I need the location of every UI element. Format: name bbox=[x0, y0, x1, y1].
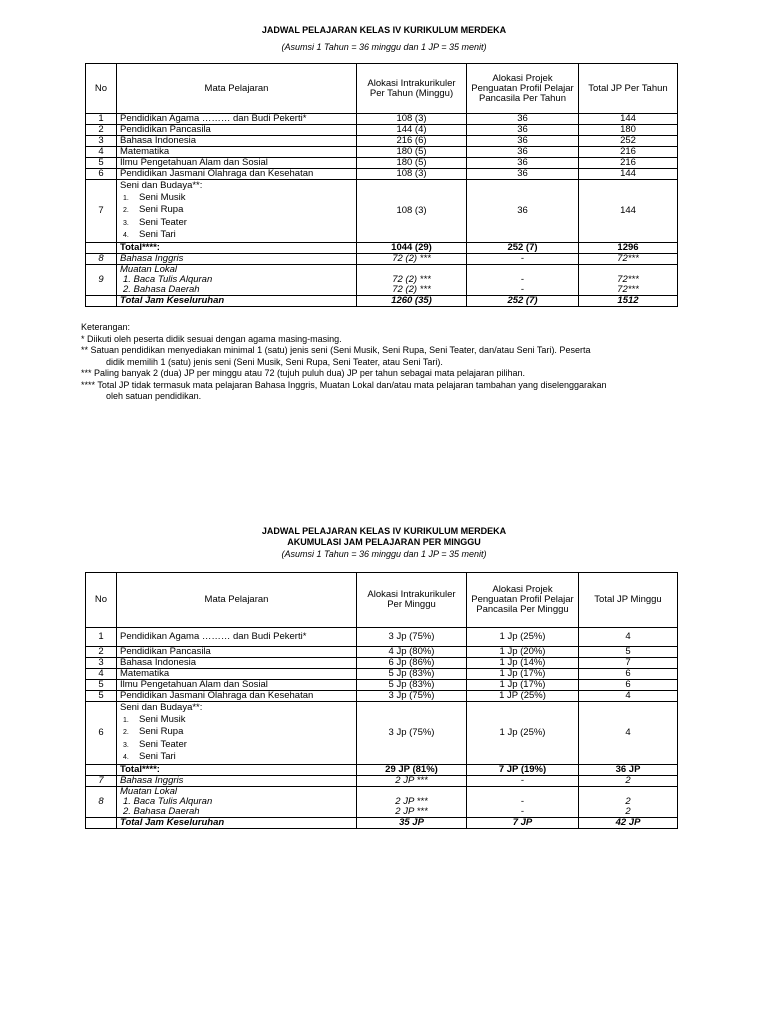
grand-intra: 1260 (35) bbox=[357, 295, 467, 306]
header-row bbox=[86, 573, 678, 628]
mulok-label: Muatan Lokal bbox=[120, 263, 178, 275]
grand-intra: 35 JP bbox=[357, 817, 467, 828]
cell-intra: 3 Jp (75%) bbox=[357, 702, 467, 765]
cell-mapel: Bahasa Indonesia bbox=[117, 136, 357, 147]
table-row-inggris bbox=[86, 253, 678, 264]
subtotal-intra: 1044 (29) bbox=[357, 242, 467, 253]
cell-total: 252 bbox=[579, 136, 678, 147]
table1-subtitle: (Asumsi 1 Tahun = 36 minggu dan 1 JP = 35 menit) bbox=[281, 42, 487, 52]
cell-no: 2 bbox=[86, 647, 117, 658]
cell-no: 4 bbox=[86, 147, 117, 158]
mulok-item: 2. Bahasa Daerah bbox=[123, 283, 200, 295]
mulok-item: 2. Bahasa Daerah bbox=[123, 805, 200, 817]
table-row-seni bbox=[86, 180, 678, 243]
cell-total: 144 bbox=[579, 114, 678, 125]
cell-intra: 108 (3) bbox=[357, 180, 467, 243]
table-row bbox=[86, 628, 678, 647]
header-no: No bbox=[86, 64, 117, 114]
cell-no: 3 bbox=[86, 658, 117, 669]
mulok-projek: - bbox=[520, 283, 525, 295]
subtotal-projek: 7 JP (19%) bbox=[467, 764, 579, 775]
cell-total: 6 bbox=[579, 669, 678, 680]
cell-intra: 180 (5) bbox=[357, 147, 467, 158]
table-row bbox=[86, 147, 678, 158]
subtotal-row bbox=[86, 764, 678, 775]
note-2: ** Satuan pendidikan menyediakan minimal 1 (satu) jenis seni (Seni Musik, Seni Rupa, Seni Teater, dan/atau Seni Tari). Peserta bbox=[81, 345, 591, 355]
cell-total: 180 bbox=[579, 125, 678, 136]
note-4: **** Total JP tidak termasuk mata pelajaran Bahasa Inggris, Muatan Lokal dan/atau mata pelajaran tambahan yang diselenggarakan bbox=[81, 379, 607, 390]
cell-total bbox=[579, 264, 678, 295]
cell-total bbox=[579, 786, 678, 817]
cell-projek: 36 bbox=[467, 147, 579, 158]
cell-mapel: Pendidikan Agama ……… dan Budi Pekerti* bbox=[117, 114, 357, 125]
cell-mapel: Ilmu Pengetahuan Alam dan Sosial bbox=[117, 680, 357, 691]
cell-mapel: Pendidikan Jasmani Olahraga dan Kesehatan bbox=[117, 691, 357, 702]
seni-item: Seni Tari bbox=[139, 229, 176, 240]
mulok-projek: - bbox=[520, 795, 525, 807]
table2-title-2: AKUMULASI JAM PELAJARAN PER MINGGU bbox=[287, 537, 481, 547]
cell-no: 4 bbox=[86, 669, 117, 680]
cell-mapel: Matematika bbox=[117, 147, 357, 158]
table-row-mulok bbox=[86, 264, 678, 295]
table-row-mulok bbox=[86, 786, 678, 817]
cell-no: 7 bbox=[86, 775, 117, 786]
cell-no: 2 bbox=[86, 125, 117, 136]
note-2-cont: didik memilih 1 (satu) jenis seni (Seni Musik, Seni Rupa, Seni Teater, atau Seni Tari). bbox=[106, 356, 443, 367]
cell-projek: 1 Jp (17%) bbox=[467, 680, 579, 691]
note-3: *** Paling banyak 2 (dua) JP per minggu atau 72 (tujuh puluh dua) JP per tahun sebagai mata pelajaran pilihan. bbox=[81, 368, 525, 378]
cell-total: 72*** bbox=[579, 253, 678, 264]
cell-no: 1 bbox=[86, 114, 117, 125]
cell-intra: 108 (3) bbox=[357, 114, 467, 125]
cell-intra: 216 (6) bbox=[357, 136, 467, 147]
cell-projek bbox=[467, 264, 579, 295]
cell-mulok bbox=[117, 264, 357, 295]
cell-total: 216 bbox=[579, 158, 678, 169]
grand-total: 1512 bbox=[579, 295, 678, 306]
cell-projek: 1 Jp (14%) bbox=[467, 658, 579, 669]
cell-projek bbox=[467, 786, 579, 817]
mulok-total: 2 bbox=[625, 805, 631, 817]
cell-intra: 180 (5) bbox=[357, 158, 467, 169]
cell-projek: 36 bbox=[467, 180, 579, 243]
table-row bbox=[86, 125, 678, 136]
seni-item: Seni Teater bbox=[139, 738, 187, 750]
mulok-projek: - bbox=[520, 805, 525, 817]
cell-seni: Seni dan Budaya**: 1. Seni Musik 2. Seni Rupa 3. Seni Teater 4. Seni Tari bbox=[117, 702, 357, 765]
cell-intra: 5 Jp (83%) bbox=[357, 680, 467, 691]
table-row bbox=[86, 158, 678, 169]
cell-projek: 36 bbox=[467, 158, 579, 169]
table-row bbox=[86, 691, 678, 702]
cell-projek: 1 Jp (25%) bbox=[467, 628, 579, 647]
subtotal-projek: 252 (7) bbox=[467, 242, 579, 253]
cell-no: 5 bbox=[86, 158, 117, 169]
cell-mapel: Pendidikan Jasmani Olahraga dan Kesehatan bbox=[117, 169, 357, 180]
mulok-intra: 72 (2) *** bbox=[392, 273, 431, 285]
cell-mapel: Matematika bbox=[117, 669, 357, 680]
grand-label: Total Jam Keseluruhan bbox=[117, 295, 357, 306]
cell-intra: 144 (4) bbox=[357, 125, 467, 136]
mulok-intra: 72 (2) *** bbox=[392, 283, 431, 295]
header-mapel: Mata Pelajaran bbox=[117, 64, 357, 114]
note-1: * Diikuti oleh peserta didik sesuai dengan agama masing-masing. bbox=[81, 333, 342, 344]
notes-heading: Keterangan: bbox=[81, 322, 131, 332]
table-row bbox=[86, 114, 678, 125]
schedule-table-weekly bbox=[85, 572, 678, 829]
note-4-cont: oleh satuan pendidikan. bbox=[106, 391, 202, 401]
seni-item: Seni Teater bbox=[139, 216, 187, 228]
cell-intra bbox=[357, 786, 467, 817]
cell-no: 9 bbox=[86, 264, 117, 295]
seni-label: Seni dan Budaya**: bbox=[120, 702, 203, 713]
cell-intra: 72 (2) *** bbox=[357, 253, 467, 264]
cell-no: 8 bbox=[86, 786, 117, 817]
cell-projek: 1 JP (25%) bbox=[467, 691, 579, 702]
table-row-seni bbox=[86, 702, 678, 765]
cell-intra: 3 Jp (75%) bbox=[357, 628, 467, 647]
subtotal-intra: 29 JP (81%) bbox=[357, 764, 467, 775]
header-projek: Alokasi Projek Penguatan Profil Pelajar Pancasila Per Minggu bbox=[467, 573, 579, 628]
cell-intra: 2 JP *** bbox=[357, 775, 467, 786]
grand-total-row bbox=[86, 295, 678, 306]
subtotal-row bbox=[86, 242, 678, 253]
grand-total-row bbox=[86, 817, 678, 828]
cell-total: 7 bbox=[579, 658, 678, 669]
subtotal-label: Total****: bbox=[117, 764, 357, 775]
cell-no: 3 bbox=[86, 136, 117, 147]
cell-mapel: Pendidikan Pancasila bbox=[117, 647, 357, 658]
header-no: No bbox=[86, 573, 117, 628]
mulok-total: 72*** bbox=[617, 273, 639, 285]
header-intra: Alokasi Intrakurikuler Per Minggu bbox=[357, 573, 467, 628]
cell-intra: 108 (3) bbox=[357, 169, 467, 180]
grand-label: Total Jam Keseluruhan bbox=[117, 817, 357, 828]
cell-no: 5 bbox=[86, 691, 117, 702]
table2-subtitle: (Asumsi 1 Tahun = 36 minggu dan 1 JP = 35 menit) bbox=[281, 549, 487, 559]
table-row bbox=[86, 647, 678, 658]
header-total: Total JP Per Tahun bbox=[579, 64, 678, 114]
grand-total: 42 JP bbox=[579, 817, 678, 828]
cell-projek: 36 bbox=[467, 169, 579, 180]
cell-no: 6 bbox=[86, 702, 117, 765]
mulok-item: 1. Baca Tulis Alquran bbox=[123, 795, 213, 807]
header-mapel: Mata Pelajaran bbox=[117, 573, 357, 628]
mulok-projek: - bbox=[520, 273, 525, 285]
subtotal-total: 1296 bbox=[579, 242, 678, 253]
cell-intra: 4 Jp (80%) bbox=[357, 647, 467, 658]
cell-no: 1 bbox=[86, 628, 117, 647]
seni-label: Seni dan Budaya**: bbox=[120, 180, 203, 191]
notes bbox=[81, 322, 741, 403]
mulok-intra: 2 JP *** bbox=[395, 805, 428, 817]
cell-total: 216 bbox=[579, 147, 678, 158]
grand-projek: 7 JP bbox=[467, 817, 579, 828]
table2-title: JADWAL PELAJARAN KELAS IV KURIKULUM MERDEKA bbox=[261, 526, 507, 536]
header-row bbox=[86, 64, 678, 114]
cell-total: 4 bbox=[579, 691, 678, 702]
table-row-inggris bbox=[86, 775, 678, 786]
table-row bbox=[86, 669, 678, 680]
cell-no: 8 bbox=[86, 253, 117, 264]
table1-title: JADWAL PELAJARAN KELAS IV KURIKULUM MERDEKA bbox=[261, 25, 507, 35]
cell-mapel: Bahasa Inggris bbox=[117, 253, 357, 264]
cell-total: 4 bbox=[579, 702, 678, 765]
cell-projek: 1 Jp (20%) bbox=[467, 647, 579, 658]
seni-item: Seni Musik bbox=[139, 191, 186, 203]
seni-item: Seni Rupa bbox=[139, 204, 184, 215]
cell-intra bbox=[357, 264, 467, 295]
seni-item: Seni Tari bbox=[139, 751, 176, 762]
mulok-total: 72*** bbox=[617, 283, 639, 295]
subtotal-label: Total****: bbox=[117, 242, 357, 253]
cell-projek: 36 bbox=[467, 136, 579, 147]
cell-no: 6 bbox=[86, 169, 117, 180]
cell-projek: 36 bbox=[467, 114, 579, 125]
cell-mapel: Bahasa Indonesia bbox=[117, 658, 357, 669]
cell-mapel: Pendidikan Agama ……… dan Budi Pekerti* bbox=[117, 628, 357, 647]
table-row bbox=[86, 658, 678, 669]
seni-item: Seni Rupa bbox=[139, 726, 184, 737]
seni-item: Seni Musik bbox=[139, 713, 186, 725]
cell-total: 144 bbox=[579, 180, 678, 243]
cell-mapel: Pendidikan Pancasila bbox=[117, 125, 357, 136]
cell-intra: 5 Jp (83%) bbox=[357, 669, 467, 680]
cell-projek: 1 Jp (17%) bbox=[467, 669, 579, 680]
cell-mapel: Bahasa Inggris bbox=[117, 775, 357, 786]
mulok-total: 2 bbox=[625, 795, 631, 807]
table-row bbox=[86, 169, 678, 180]
cell-no: 7 bbox=[86, 180, 117, 243]
header-projek: Alokasi Projek Penguatan Profil Pelajar Pancasila Per Tahun bbox=[467, 64, 579, 114]
table-row bbox=[86, 680, 678, 691]
header-total: Total JP Minggu bbox=[579, 573, 678, 628]
mulok-item: 1. Baca Tulis Alquran bbox=[123, 273, 213, 285]
cell-mapel: Ilmu Pengetahuan Alam dan Sosial bbox=[117, 158, 357, 169]
cell-total: 4 bbox=[579, 628, 678, 647]
table-row bbox=[86, 136, 678, 147]
header-intra: Alokasi Intrakurikuler Per Tahun (Minggu) bbox=[357, 64, 467, 114]
schedule-table-yearly bbox=[85, 63, 678, 307]
subtotal-total: 36 JP bbox=[579, 764, 678, 775]
cell-total: 2 bbox=[579, 775, 678, 786]
cell-seni: Seni dan Budaya**: 1. Seni Musik 2. Seni Rupa 3. Seni Teater 4. Seni Tari bbox=[117, 180, 357, 243]
cell-intra: 6 Jp (86%) bbox=[357, 658, 467, 669]
cell-projek: - bbox=[467, 775, 579, 786]
cell-projek: - bbox=[467, 253, 579, 264]
mulok-intra: 2 JP *** bbox=[395, 795, 428, 807]
cell-projek: 1 Jp (25%) bbox=[467, 702, 579, 765]
cell-total: 5 bbox=[579, 647, 678, 658]
cell-intra: 3 Jp (75%) bbox=[357, 691, 467, 702]
mulok-label: Muatan Lokal bbox=[120, 785, 178, 797]
cell-no: 5 bbox=[86, 680, 117, 691]
cell-total: 6 bbox=[579, 680, 678, 691]
cell-projek: 36 bbox=[467, 125, 579, 136]
cell-total: 144 bbox=[579, 169, 678, 180]
grand-projek: 252 (7) bbox=[467, 295, 579, 306]
cell-mulok bbox=[117, 786, 357, 817]
